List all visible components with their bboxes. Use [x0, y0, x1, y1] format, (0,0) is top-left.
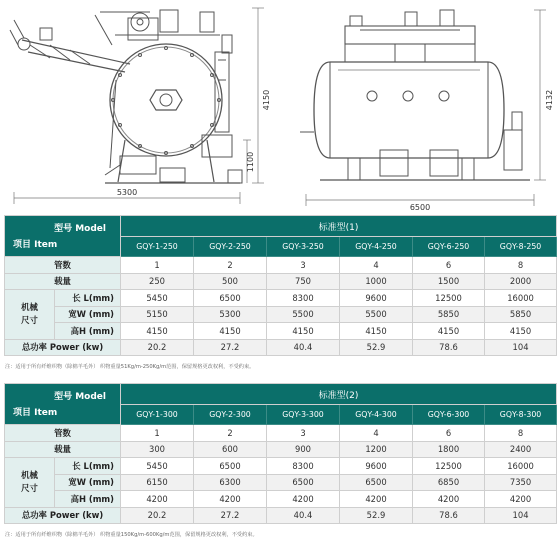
length-value-cell: 8300 — [267, 458, 340, 475]
height-value-cell: 4200 — [121, 491, 194, 508]
tubes-value-cell: 4 — [340, 425, 413, 442]
power-value-cell: 20.2 — [121, 507, 194, 524]
spec-table-2 — [4, 383, 557, 524]
power-value-cell: 104 — [485, 507, 557, 524]
height-value-cell: 4150 — [413, 323, 485, 340]
width-label: 宽W (mm) — [55, 306, 121, 323]
tubes-value-cell: 3 — [267, 257, 340, 274]
capacity-value-cell: 750 — [267, 273, 340, 290]
spec-table-1 — [4, 215, 557, 356]
side-height-dimension: 4132 — [545, 89, 554, 111]
tubes-value-cell: 1 — [121, 425, 194, 442]
tubes-value-cell: 6 — [413, 257, 485, 274]
length-value-cell: 5450 — [121, 290, 194, 307]
capacity-value-cell: 1800 — [413, 441, 485, 458]
width-value-cell: 5150 — [121, 306, 194, 323]
length-value-cell: 9600 — [340, 290, 413, 307]
height-value-cell: 4200 — [485, 491, 557, 508]
item-header-label: 项目 Item — [13, 240, 58, 250]
model-item-header — [5, 216, 121, 257]
height-value-cell: 4150 — [194, 323, 267, 340]
height-label: 高H (mm) — [55, 323, 121, 340]
capacity-value-cell: 1200 — [340, 441, 413, 458]
power-value-cell: 78.6 — [413, 339, 485, 356]
width-value-cell: 5500 — [267, 306, 340, 323]
front-level-dimension: 1100 — [246, 151, 255, 173]
machine-size-label: 机械 尺寸 — [5, 458, 55, 508]
model-name-cell: GQY-1-250 — [121, 237, 194, 257]
capacity-label: 载量 — [5, 273, 121, 290]
width-label: 宽W (mm) — [55, 474, 121, 491]
length-value-cell: 16000 — [485, 290, 557, 307]
power-value-cell: 52.9 — [340, 339, 413, 356]
power-value-cell: 40.4 — [267, 339, 340, 356]
capacity-value-cell: 2000 — [485, 273, 557, 290]
height-value-cell: 4150 — [267, 323, 340, 340]
model-name-cell: GQY-4-300 — [340, 405, 413, 425]
capacity-value-cell: 300 — [121, 441, 194, 458]
width-value-cell: 5300 — [194, 306, 267, 323]
length-value-cell: 5450 — [121, 458, 194, 475]
height-value-cell: 4200 — [194, 491, 267, 508]
capacity-value-cell: 500 — [194, 273, 267, 290]
width-value-cell: 6500 — [267, 474, 340, 491]
front-width-dimension: 5300 — [116, 188, 138, 197]
length-value-cell: 6500 — [194, 290, 267, 307]
capacity-value-cell: 250 — [121, 273, 194, 290]
tubes-value-cell: 8 — [485, 425, 557, 442]
front-view-drawing — [10, 10, 242, 183]
capacity-label: 载量 — [5, 441, 121, 458]
tubes-value-cell: 2 — [194, 425, 267, 442]
item-header-label: 项目 Item — [13, 408, 58, 418]
tubes-value-cell: 6 — [413, 425, 485, 442]
height-value-cell: 4150 — [485, 323, 557, 340]
height-value-cell: 4200 — [340, 491, 413, 508]
side-width-dimension: 6500 — [409, 203, 431, 212]
width-value-cell: 5850 — [485, 306, 557, 323]
length-value-cell: 8300 — [267, 290, 340, 307]
model-name-cell: GQY-8-300 — [485, 405, 557, 425]
capacity-value-cell: 900 — [267, 441, 340, 458]
model-header-label: 型号 Model — [54, 224, 106, 234]
width-value-cell: 6300 — [194, 474, 267, 491]
capacity-value-cell: 1500 — [413, 273, 485, 290]
power-value-cell: 52.9 — [340, 507, 413, 524]
height-label: 高H (mm) — [55, 491, 121, 508]
length-value-cell: 9600 — [340, 458, 413, 475]
height-value-cell: 4150 — [340, 323, 413, 340]
power-value-cell: 40.4 — [267, 507, 340, 524]
model-name-cell: GQY-3-250 — [267, 237, 340, 257]
front-height-dimension: 4150 — [262, 89, 271, 111]
length-value-cell: 6500 — [194, 458, 267, 475]
capacity-value-cell: 1000 — [340, 273, 413, 290]
width-value-cell: 7350 — [485, 474, 557, 491]
power-label: 总功率 Power (kw) — [5, 507, 121, 524]
model-name-cell: GQY-3-300 — [267, 405, 340, 425]
table-footnote: 注：适用于所有纤维织物（除棉羊毛外） 织物重量150Kg/m-600Kg/m范围，保留规格更改权利，不受约束。 — [5, 532, 258, 538]
power-value-cell: 78.6 — [413, 507, 485, 524]
model-name-cell: GQY-2-300 — [194, 405, 267, 425]
side-view-drawing — [300, 10, 530, 180]
model-name-cell: GQY-2-250 — [194, 237, 267, 257]
tubes-value-cell: 1 — [121, 257, 194, 274]
tubes-label: 管数 — [5, 425, 121, 442]
machine-drawings — [0, 0, 560, 212]
power-value-cell: 104 — [485, 339, 557, 356]
height-value-cell: 4150 — [121, 323, 194, 340]
capacity-value-cell: 2400 — [485, 441, 557, 458]
length-value-cell: 12500 — [413, 290, 485, 307]
tubes-value-cell: 4 — [340, 257, 413, 274]
model-name-cell: GQY-4-250 — [340, 237, 413, 257]
power-value-cell: 20.2 — [121, 339, 194, 356]
model-name-cell: GQY-6-250 — [413, 237, 485, 257]
width-value-cell: 6150 — [121, 474, 194, 491]
height-value-cell: 4200 — [413, 491, 485, 508]
length-label: 长 L(mm) — [55, 458, 121, 475]
tubes-value-cell: 2 — [194, 257, 267, 274]
standard-type-header: 标准型(1) — [121, 216, 557, 237]
power-label: 总功率 Power (kw) — [5, 339, 121, 356]
power-value-cell: 27.2 — [194, 507, 267, 524]
tubes-label: 管数 — [5, 257, 121, 274]
width-value-cell: 6850 — [413, 474, 485, 491]
model-item-header — [5, 384, 121, 425]
capacity-value-cell: 600 — [194, 441, 267, 458]
height-value-cell: 4200 — [267, 491, 340, 508]
table-footnote: 注：适用于所有纤维织物（除棉羊毛外） 织物重量51Kg/m-250Kg/m范围，保留规格更改权利，不受约束。 — [5, 364, 255, 370]
tubes-value-cell: 8 — [485, 257, 557, 274]
length-label: 长 L(mm) — [55, 290, 121, 307]
width-value-cell: 5500 — [340, 306, 413, 323]
width-value-cell: 5850 — [413, 306, 485, 323]
tubes-value-cell: 3 — [267, 425, 340, 442]
model-name-cell: GQY-6-300 — [413, 405, 485, 425]
model-name-cell: GQY-1-300 — [121, 405, 194, 425]
model-header-label: 型号 Model — [54, 392, 106, 402]
model-name-cell: GQY-8-250 — [485, 237, 557, 257]
standard-type-header: 标准型(2) — [121, 384, 557, 405]
length-value-cell: 16000 — [485, 458, 557, 475]
width-value-cell: 6500 — [340, 474, 413, 491]
length-value-cell: 12500 — [413, 458, 485, 475]
machine-size-label: 机械 尺寸 — [5, 290, 55, 340]
power-value-cell: 27.2 — [194, 339, 267, 356]
